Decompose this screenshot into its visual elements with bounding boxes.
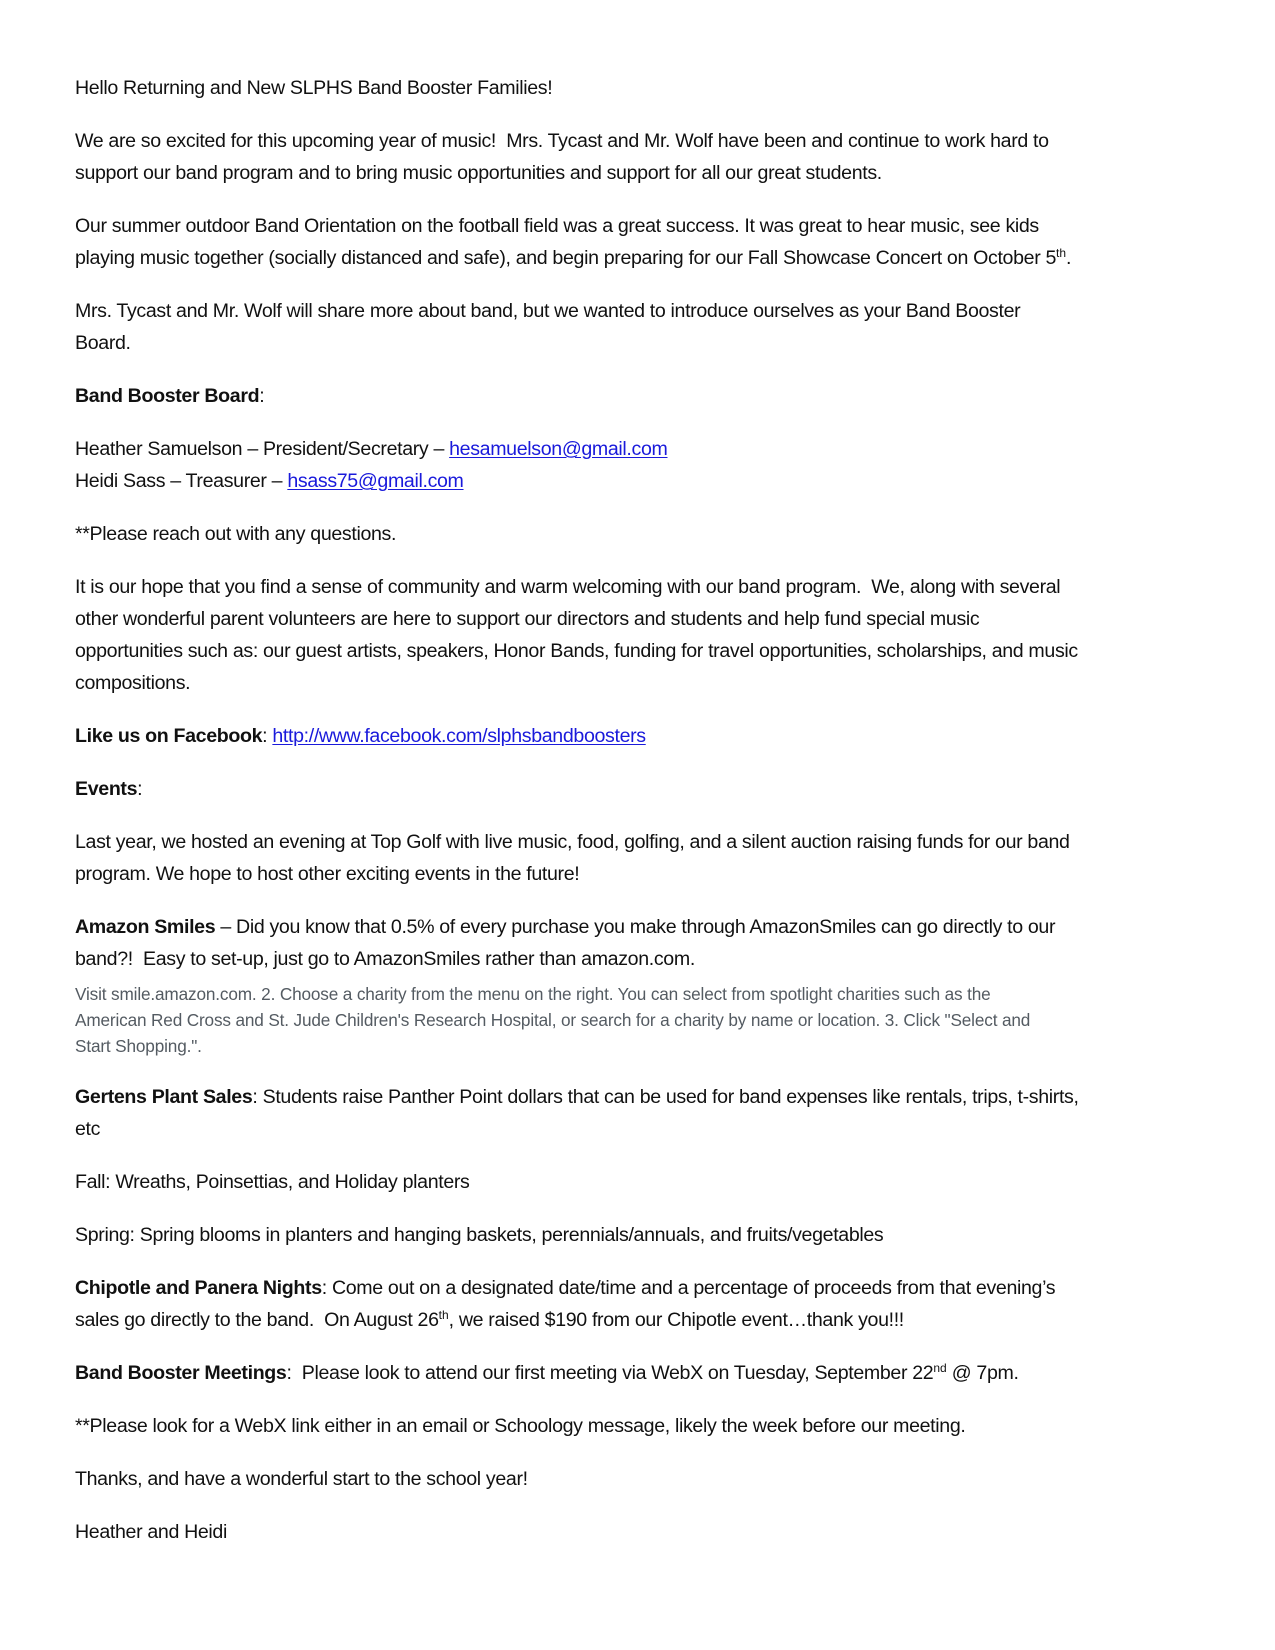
amazon-line: band?! Easy to set-up, just go to AmazonSmiles rather than amazon.com. bbox=[75, 948, 695, 970]
meetings-end: @ 7pm. bbox=[946, 1362, 1019, 1384]
community-line: It is our hope that you find a sense of community and warm welcoming with our band program. We, along with several bbox=[75, 576, 1061, 598]
questions-note bbox=[75, 518, 1215, 550]
orientation-paragraph bbox=[75, 210, 1215, 274]
member-name-role: Heather Samuelson – President/Secretary – bbox=[75, 438, 450, 460]
greeting bbox=[75, 72, 1215, 104]
facebook-link[interactable]: http://www.facebook.com/slphsbandboosters bbox=[272, 725, 646, 747]
intro-paragraph bbox=[75, 125, 1215, 189]
signature bbox=[75, 1516, 1215, 1548]
board-members bbox=[75, 433, 1215, 497]
amazon-instructions bbox=[75, 981, 1215, 1059]
events-heading bbox=[75, 773, 1215, 805]
closing bbox=[75, 1463, 1215, 1495]
community-line: other wonderful parent volunteers are here to support our directors and students and help fund special music bbox=[75, 608, 980, 630]
community-line: opportunities such as: our guest artists, speakers, Honor Bands, funding for travel opportunities, scholarships, and music bbox=[75, 640, 1078, 662]
events-heading-label: Events bbox=[75, 778, 138, 800]
topgolf-line: Last year, we hosted an evening at Top Golf with live music, food, golfing, and a silent auction raising funds for our band bbox=[75, 831, 1070, 853]
gertens-fall bbox=[75, 1166, 1215, 1198]
fall-text: Fall: Wreaths, Poinsettias, and Holiday planters bbox=[75, 1171, 470, 1193]
meetings-paragraph bbox=[75, 1357, 1215, 1389]
amazon-label: Amazon Smiles bbox=[75, 916, 216, 938]
facebook-paragraph bbox=[75, 720, 1215, 752]
topgolf-paragraph bbox=[75, 826, 1215, 890]
ordinal-suffix: th bbox=[438, 1308, 449, 1322]
instructions-line: Visit smile.amazon.com. 2. Choose a charity from the menu on the right. You can select from spotlight charities such as the bbox=[75, 984, 991, 1004]
email-link[interactable]: hsass75@gmail.com bbox=[287, 470, 464, 492]
introduce-paragraph bbox=[75, 295, 1215, 359]
introduce-line: Board. bbox=[75, 332, 131, 354]
greeting-text: Hello Returning and New SLPHS Band Booster Families! bbox=[75, 77, 553, 99]
chipotle-paragraph bbox=[75, 1272, 1215, 1336]
gertens-line: etc bbox=[75, 1118, 101, 1140]
meetings-note-text: **Please look for a WebX link either in an email or Schoology message, likely the week before our meeting. bbox=[75, 1415, 966, 1437]
board-member bbox=[75, 433, 1215, 465]
signature-text: Heather and Heidi bbox=[75, 1521, 227, 1543]
facebook-label: Like us on Facebook bbox=[75, 725, 263, 747]
facebook-colon: : bbox=[262, 725, 273, 747]
chipotle-text: : Come out on a designated date/time and a percentage of proceeds from that evening’s bbox=[321, 1277, 1056, 1299]
gertens-spring bbox=[75, 1219, 1215, 1251]
orientation-line bbox=[75, 242, 1215, 274]
ordinal-suffix: th bbox=[1056, 246, 1067, 260]
meetings-note bbox=[75, 1410, 1215, 1442]
chipotle-label: Chipotle and Panera Nights bbox=[75, 1277, 322, 1299]
spring-text: Spring: Spring blooms in planters and hanging baskets, perennials/annuals, and fruits/vegetables bbox=[75, 1224, 884, 1246]
instructions-line: Start Shopping.". bbox=[75, 1036, 202, 1056]
topgolf-line: program. We hope to host other exciting events in the future! bbox=[75, 863, 580, 885]
orientation-text: playing music together (socially distanced and safe), and begin preparing for our Fall Showcase Concert on October 5 bbox=[75, 247, 1057, 269]
meetings-label: Band Booster Meetings bbox=[75, 1362, 287, 1384]
closing-text: Thanks, and have a wonderful start to the school year! bbox=[75, 1468, 528, 1490]
chipotle-line: sales go directly to the band. On August 26 bbox=[75, 1309, 439, 1331]
gertens-label: Gertens Plant Sales bbox=[75, 1086, 253, 1108]
board-heading-colon: : bbox=[259, 385, 265, 407]
amazon-text: – Did you know that 0.5% of every purchase you make through AmazonSmiles can go directly to our bbox=[215, 916, 1056, 938]
board-heading bbox=[75, 380, 1215, 412]
orientation-end: . bbox=[1066, 247, 1072, 269]
member-name-role: Heidi Sass – Treasurer – bbox=[75, 470, 288, 492]
community-paragraph bbox=[75, 571, 1215, 699]
ordinal-suffix: nd bbox=[933, 1361, 947, 1375]
community-line: compositions. bbox=[75, 672, 191, 694]
board-heading-label: Band Booster Board bbox=[75, 385, 260, 407]
amazon-paragraph bbox=[75, 911, 1215, 975]
events-heading-colon: : bbox=[137, 778, 143, 800]
orientation-line: Our summer outdoor Band Orientation on the football field was a great success. It was great to hear music, see kids bbox=[75, 215, 1039, 237]
introduce-line: Mrs. Tycast and Mr. Wolf will share more about band, but we wanted to introduce ourselves as your Band Booster bbox=[75, 300, 1021, 322]
letter-document bbox=[75, 72, 1215, 1569]
email-link[interactable]: hesamuelson@gmail.com bbox=[449, 438, 668, 460]
chipotle-end: , we raised $190 from our Chipotle event…thank you!!! bbox=[448, 1309, 904, 1331]
meetings-text: : Please look to attend our first meeting via WebX on Tuesday, September 22 bbox=[286, 1362, 934, 1384]
questions-note-text: **Please reach out with any questions. bbox=[75, 523, 397, 545]
board-member bbox=[75, 465, 1215, 497]
gertens-text: : Students raise Panther Point dollars that can be used for band expenses like rentals, trips, t-shirts, bbox=[252, 1086, 1079, 1108]
instructions-line: American Red Cross and St. Jude Children's Research Hospital, or search for a charity by name or location. 3. Click "Select and bbox=[75, 1010, 1031, 1030]
intro-line: support our band program and to bring music opportunities and support for all our great students. bbox=[75, 162, 882, 184]
gertens-paragraph bbox=[75, 1081, 1215, 1145]
intro-line: We are so excited for this upcoming year of music! Mrs. Tycast and Mr. Wolf have been and continue to work hard to bbox=[75, 130, 1049, 152]
